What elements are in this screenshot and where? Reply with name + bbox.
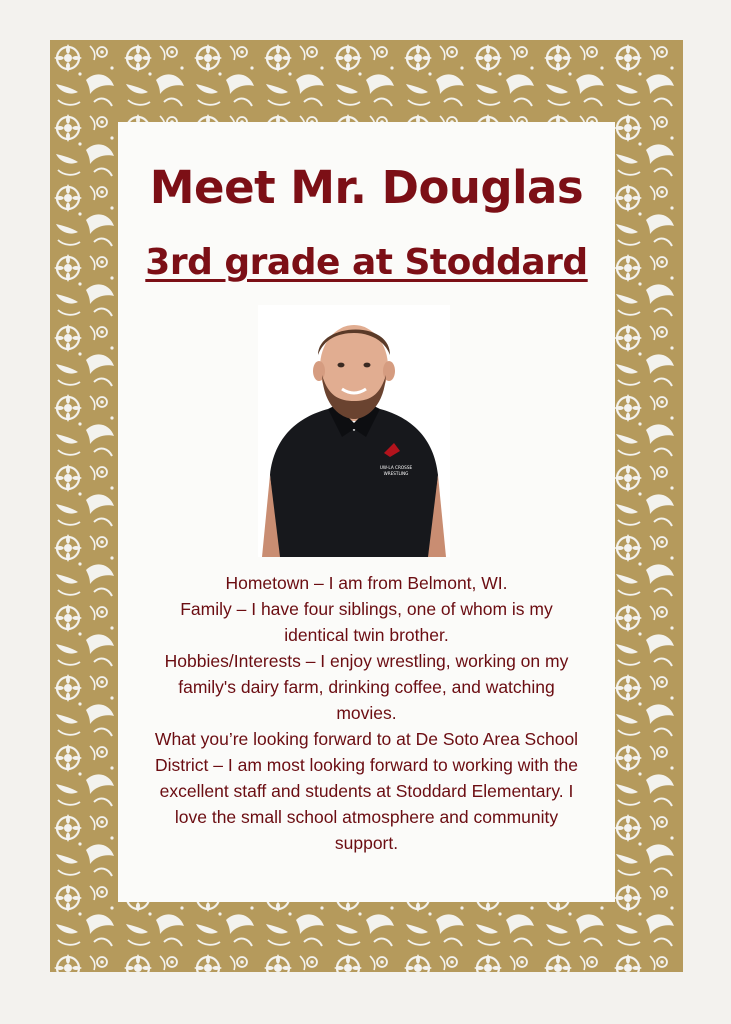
bio-text bbox=[146, 570, 587, 856]
page-title: Meet Mr. Douglas bbox=[149, 161, 584, 214]
bio-hobbies: Hobbies/Interests – I enjoy wrestling, working on my family's dairy farm, drinking coffee, and watching movies. bbox=[164, 651, 569, 723]
teacher-photo bbox=[258, 305, 450, 557]
svg-text:WRESTLING: WRESTLING bbox=[383, 471, 409, 476]
content-panel bbox=[118, 122, 615, 902]
teacher-portrait-image bbox=[258, 305, 450, 557]
shirt-logo-text: UW-LA CROSSE bbox=[379, 465, 413, 470]
bio-looking-forward: What you’re looking forward to at De Soto Area School District – I am most looking forward to working with the excellent staff and students at Stoddard Elementary. I love the small school atmosphere and community support. bbox=[154, 729, 579, 853]
bio-family: Family – I have four siblings, one of whom is my identical twin brother. bbox=[180, 599, 553, 645]
bio-hometown: Hometown – I am from Belmont, WI. bbox=[225, 573, 508, 593]
page-subtitle: 3rd grade at Stoddard bbox=[145, 242, 588, 283]
